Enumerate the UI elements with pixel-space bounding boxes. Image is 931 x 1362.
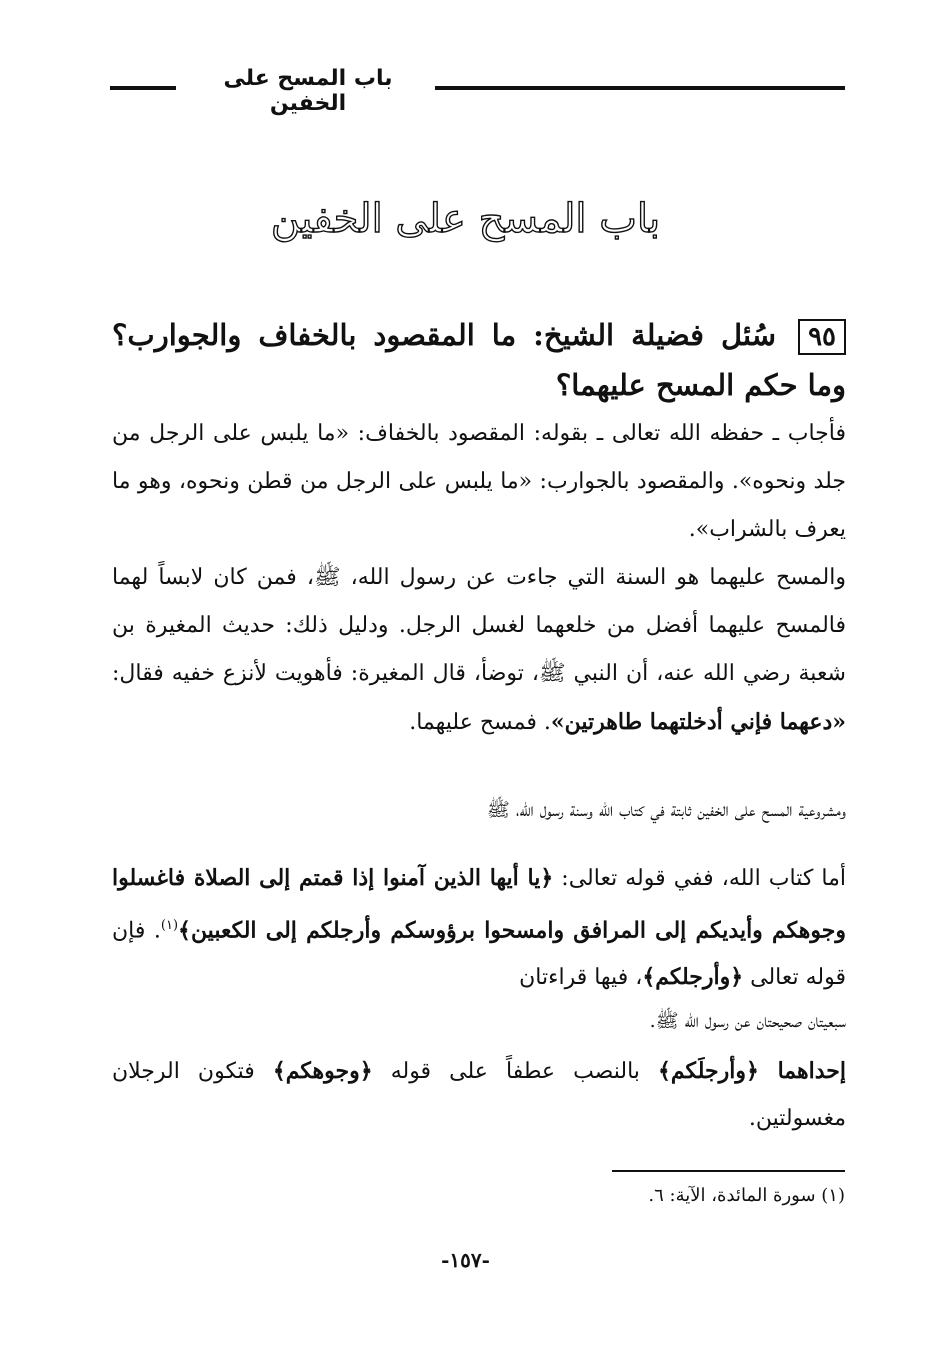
running-title: باب المسح على الخفين xyxy=(223,66,393,116)
answer-paragraph: فأجاب ـ حفظه الله تعالى ـ بقوله: المقصود بالخفاف: «ما يلبس على الرجل من جلد ونحوه». والمقصود بالجوارب: «ما يلبس على الرجل من قطن ونحوه، وهو ما يعرف بالشراب». xyxy=(112,421,846,542)
question xyxy=(112,310,846,410)
quran-verse: ﴿يا أيها الذين آمنوا إذا قمتم إلى الصلاة فاغسلوا وجوهكم وأيديكم إلى المرافق وامسحوا برؤوسكم وأرجلكم إلى الكعبين﴾ xyxy=(112,865,846,944)
question-text: سُئل فضيلة الشيخ: ما المقصود بالخفاف والجوارب؟ وما حكم المسح عليهما؟ xyxy=(112,318,846,402)
footnote-ref: (١) xyxy=(160,918,179,933)
hadith-quote: «دعهما فإني أدخلتهما طاهرتين» xyxy=(550,709,846,735)
paragraph-lead: إحداهما xyxy=(777,1058,846,1084)
paragraph-text: فتكون الرجلان مغسولتين. xyxy=(112,1059,846,1131)
paragraph-text: والمسح عليهما هو السنة التي جاءت عن رسول الله، ﷺ، فمن كان لابساً لهما فالمسح عليهما أفضل من خلعهما لغسل الرجل. ودليل ذلك: حديث المغيرة بن شعبة رضي الله عنه، أن النبي ﷺ، توضأ، قال المغيرة: فأهويت لأنزع خفيه فقال: xyxy=(112,565,847,686)
paragraph-text: . فمسح عليهما. xyxy=(409,710,551,735)
footnote: (١) سورة المائدة، الآية: ٦. xyxy=(648,1185,845,1206)
quran-word: ﴿وأرجلكم﴾ xyxy=(642,964,744,991)
quran-word: ﴿وجوهكم﴾ xyxy=(272,1058,373,1084)
question-number: ٩٥ xyxy=(798,319,846,355)
paragraph-text: أما كتاب الله، ففي قوله تعالى: xyxy=(553,866,846,891)
header-rule-left xyxy=(110,86,176,90)
answer-paragraph-2 xyxy=(112,554,846,747)
paragraph-text: ، فيها قراءتان xyxy=(519,965,643,991)
footnote-divider xyxy=(612,1170,845,1172)
quran-word: ﴿وأرجلَكم﴾ xyxy=(658,1058,778,1084)
chapter-title: باب المسح على الخفين xyxy=(270,196,661,242)
answer-paragraph-4 xyxy=(112,855,846,1001)
page-number: -١٥٧- xyxy=(441,1248,490,1272)
answer-paragraph-3: ومشروعية المسح على الخفين ثابتة في كتاب الله وسنة رسول الله، ﷺ xyxy=(486,799,846,821)
paragraph-text: . فإن قوله تعالى xyxy=(112,918,846,991)
header-rule-right xyxy=(435,86,845,90)
running-header xyxy=(110,66,845,116)
answer-paragraph-6 xyxy=(112,1048,846,1142)
paragraph-text: بالنصب عطفاً على قوله xyxy=(372,1059,659,1084)
answer-paragraph-5: سبعيتان صحيحتان عن رسول الله ﷺ. xyxy=(649,1010,846,1032)
